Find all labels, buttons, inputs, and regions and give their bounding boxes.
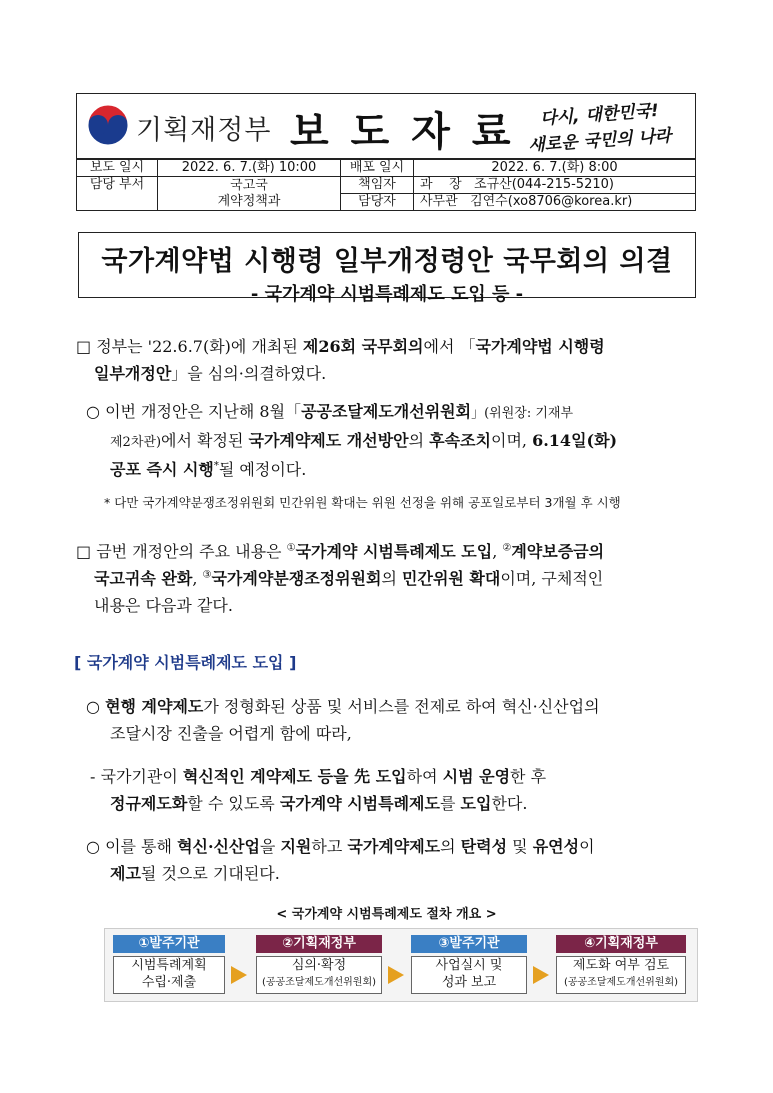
department-line-2: 계약정책과 (217, 193, 281, 209)
step-4-head: ④기획재정부 (556, 935, 686, 953)
text-bold: 혁신·신산업 (177, 837, 260, 856)
step-3-line-2: 성과 보고 (441, 975, 497, 990)
text-bold: 제고 (110, 864, 141, 883)
text: 가 정형화된 상품 및 서비스를 전제로 하여 혁신·신산업의 (203, 697, 600, 716)
step-1-body (113, 956, 225, 994)
contact-person: 사무관 김연수(xo8706@korea.kr) (414, 194, 696, 211)
text-bold: 시범 운영 (442, 767, 511, 786)
text: 하고 (311, 837, 348, 856)
paragraph-6 (86, 833, 702, 887)
title-box (78, 232, 696, 305)
step-4-line-1: 제도화 여부 검토 (572, 958, 670, 973)
step-2-body (256, 956, 382, 994)
paragraph-5 (90, 763, 700, 817)
square-bullet: □ (76, 337, 92, 356)
step-1-line-1: 시범특례계획 (131, 958, 207, 973)
text-small: 제2차관) (110, 435, 162, 450)
report-date-label: 보도 일시 (77, 160, 158, 177)
manager-contact: 과 장 조규산(044-215-5210) (414, 177, 696, 194)
department (158, 177, 341, 211)
text: 금번 개정안의 주요 내용은 (96, 542, 287, 561)
dash-bullet: - (90, 767, 96, 786)
text-bold: 공공조달제도개선위원회 (301, 402, 472, 421)
distribution-date-label: 배포 일시 (341, 160, 414, 177)
text: 이를 통해 (105, 837, 178, 856)
text: 의 (381, 569, 403, 588)
paragraph-4 (86, 693, 702, 747)
text: 를 (439, 794, 461, 813)
text: 내용은 다음과 같다. (94, 596, 233, 615)
text-bold: 국가계약법 시행령 (475, 337, 605, 356)
text: 될 예정이다. (218, 460, 307, 479)
text: 조달시장 진출을 어렵게 함에 따라, (110, 724, 352, 743)
text: 하여 (406, 767, 443, 786)
text-bold: 혁신적인 계약제도 등을 先 도입 (182, 767, 407, 786)
text: 및 (507, 837, 533, 856)
text: 을 (259, 837, 281, 856)
text: 이번 개정안은 지난해 8월「 (105, 402, 302, 421)
section-header: [ 국가계약 시범특례제도 도입 ] (74, 653, 297, 672)
paragraph-1 (76, 333, 702, 387)
text: 이 (579, 837, 595, 856)
contact-label: 담당자 (341, 194, 414, 211)
text: , (492, 542, 503, 561)
arrow-right-icon (231, 966, 247, 984)
text-bold: 유연성 (532, 837, 580, 856)
text: 될 것으로 기대된다. (140, 864, 280, 883)
text-bold: 정규제도화 (110, 794, 188, 813)
step-2-line-2: (공공조달제도개선위원회) (261, 977, 377, 988)
text: 심의·의결 (207, 364, 275, 383)
department-label: 담당 부서 (77, 177, 158, 211)
text-bold: 후속조치 (429, 431, 491, 450)
text-bold: 제26회 국무회의 (302, 337, 424, 356)
text-bold: 계약보증금의 (511, 542, 605, 561)
text: 」을 (171, 364, 208, 383)
text: , (192, 569, 203, 588)
text-small: 」(위원장: 기재부 (471, 406, 574, 421)
square-bullet: □ (76, 542, 92, 561)
report-date: 2022. 6. 7.(화) 10:00 (158, 160, 341, 177)
process-diagram (104, 928, 698, 1002)
paragraph-3 (76, 538, 706, 619)
government-emblem-icon (86, 103, 130, 147)
text-bold: 공포 즉시 시행 (110, 460, 214, 479)
text-bold: 국가계약 시범특례제도 도입 (295, 542, 493, 561)
arrow-right-icon (388, 966, 404, 984)
text: 정부는 '22.6.7(화)에 개최된 (96, 337, 303, 356)
step-1-line-2: 수립·제출 (141, 975, 197, 990)
step-4-line-2: (공공조달제도개선위원회) (563, 977, 679, 988)
step-4-body (556, 956, 686, 994)
circled-number: ① (286, 542, 296, 554)
document-type-title: 보도자료 (290, 109, 533, 155)
manager-label: 책임자 (341, 177, 414, 194)
text: 국가기관이 (100, 767, 183, 786)
step-3-body (411, 956, 527, 994)
ministry-name: 기획재정부 (136, 115, 272, 146)
main-title: 국가계약법 시행령 일부개정령안 국무회의 의결 (101, 246, 673, 277)
text: 하였다. (274, 364, 327, 383)
text: 이며, 구체적인 (500, 569, 604, 588)
text: 에서 확정된 (161, 431, 249, 450)
text: 의 (440, 837, 461, 856)
slogan-line-2: 새로운 국민의 나라 (527, 126, 672, 156)
paragraph-2 (86, 398, 702, 483)
department-line-1: 국고국 (230, 177, 268, 193)
slogan-line-1: 다시, 대한민국! (539, 100, 660, 130)
circle-bullet: ○ (86, 837, 100, 856)
text-bold: 국가계약분쟁조정위원회 (211, 569, 382, 588)
text-bold: 국고귀속 완화 (94, 569, 193, 588)
process-title: < 국가계약 시범특례제도 절차 개요 > (276, 907, 497, 922)
step-1-head: ①발주기관 (113, 935, 225, 953)
info-table (76, 159, 696, 211)
arrow-right-icon (533, 966, 549, 984)
footnote-mark: * (213, 460, 219, 472)
sub-title: - 국가계약 시범특례제도 도입 등 - (250, 284, 524, 305)
step-2-head: ②기획재정부 (256, 935, 382, 953)
text-bold: 도입 (460, 794, 492, 813)
text: 할 수 있도록 (187, 794, 280, 813)
text: 한 후 (510, 767, 547, 786)
text-bold: 국가계약제도 (347, 837, 441, 856)
circled-number: ② (502, 542, 512, 554)
distribution-date: 2022. 6. 7.(화) 8:00 (414, 160, 696, 177)
circled-number: ③ (202, 569, 212, 581)
text-bold: 일부개정안 (94, 364, 172, 383)
text: 의 (408, 431, 430, 450)
text-bold: 국가계약 시범특례제도 (279, 794, 440, 813)
step-3-head: ③발주기관 (411, 935, 527, 953)
text-bold: 국가계약제도 개선방안 (248, 431, 409, 450)
text-bold: 6.14일(화) (532, 431, 618, 450)
text-bold: 민간위원 확대 (402, 569, 501, 588)
footnote: * 다만 국가계약분쟁조정위원회 민간위원 확대는 위원 선정을 위해 공포일로부터 3개월 후 시행 (104, 495, 621, 510)
text: 에서 「 (423, 337, 476, 356)
text-bold: 탄력성 (460, 837, 508, 856)
circle-bullet: ○ (86, 697, 100, 716)
text-bold: 지원 (280, 837, 312, 856)
text: 한다. (491, 794, 528, 813)
step-3-line-1: 사업실시 및 (435, 958, 503, 973)
text-bold: 현행 계약제도 (105, 697, 204, 716)
text: 이며, (491, 431, 533, 450)
step-2-line-1: 심의·확정 (291, 958, 347, 973)
circle-bullet: ○ (86, 402, 100, 421)
